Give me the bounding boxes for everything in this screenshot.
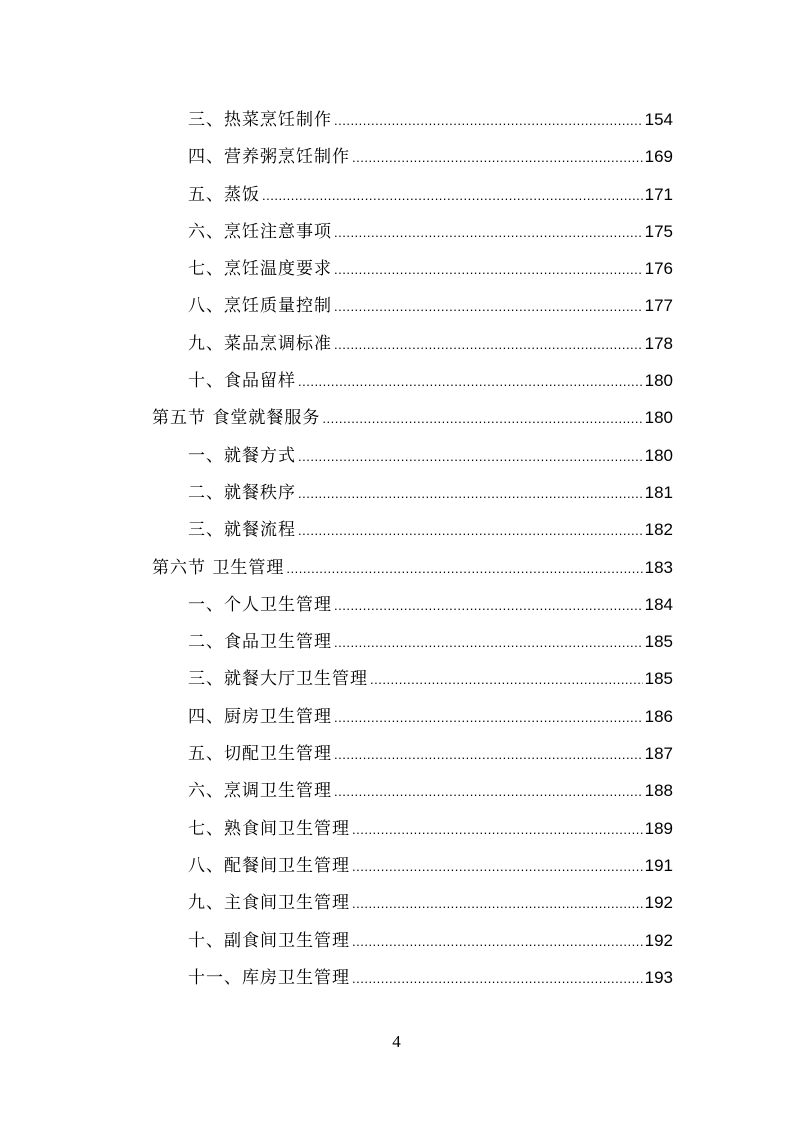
- toc-leader-dots: [352, 139, 643, 176]
- toc-entry[interactable]: [152, 623, 673, 660]
- toc-entry-label: 八、烹饪质量控制: [188, 296, 332, 317]
- toc-entry[interactable]: [152, 735, 673, 772]
- toc-entry-label: 三、就餐流程: [188, 520, 296, 541]
- toc-entry[interactable]: [152, 213, 673, 250]
- page-number: 4: [392, 1032, 401, 1051]
- toc-entry-page: 154: [644, 110, 673, 129]
- toc-entry-page: 188: [644, 781, 673, 801]
- toc-leader-dots: [262, 177, 643, 214]
- toc-entry-page: 169: [644, 147, 673, 167]
- toc-entry[interactable]: [152, 362, 673, 399]
- toc-entry[interactable]: [152, 437, 673, 474]
- toc-entry-label: 二、就餐秩序: [188, 482, 296, 503]
- toc-leader-dots: [352, 923, 643, 960]
- toc-entry-page: 185: [644, 669, 673, 689]
- toc-entry-label: 九、主食间卫生管理: [188, 893, 350, 914]
- toc-entry-page: 187: [644, 744, 673, 764]
- toc-entry-label: 六、烹饪注意事项: [188, 221, 332, 242]
- toc-entry[interactable]: [152, 586, 673, 623]
- toc-entry-page: 191: [644, 855, 673, 875]
- toc-entry-label: 七、烹饪温度要求: [188, 259, 332, 280]
- toc-entry-page: 171: [644, 184, 673, 204]
- toc-leader-dots: [334, 251, 643, 288]
- toc-entry-page: 185: [644, 632, 673, 652]
- toc-section-label: 第六节 卫生管理: [152, 557, 285, 578]
- toc-entry[interactable]: [152, 511, 673, 548]
- toc-leader-dots: [298, 475, 643, 512]
- toc-entry-label: 四、营养粥烹饪制作: [188, 147, 350, 168]
- toc-entry-page: 182: [644, 520, 673, 540]
- toc-entry-page: 180: [644, 445, 673, 465]
- toc-leader-dots: [352, 811, 643, 848]
- toc-leader-dots: [352, 960, 643, 997]
- toc-leader-dots: [322, 400, 642, 437]
- toc-entry-page: 183: [644, 557, 673, 577]
- toc-entry-label: 一、就餐方式: [188, 445, 296, 466]
- toc-entry[interactable]: [152, 772, 673, 809]
- toc-entry-label: 五、切配卫生管理: [188, 744, 332, 765]
- toc-leader-dots: [352, 848, 643, 885]
- toc-entry[interactable]: [152, 959, 673, 996]
- toc-entry-page: 192: [644, 930, 673, 950]
- toc-entry-label: 九、菜品烹调标准: [188, 333, 332, 354]
- table-of-contents: [152, 101, 673, 996]
- toc-entry-label: 三、就餐大厅卫生管理: [188, 669, 368, 690]
- toc-entry-page: 184: [644, 594, 673, 614]
- toc-entry[interactable]: [152, 660, 673, 697]
- toc-section-entry[interactable]: [152, 399, 673, 436]
- toc-entry-page: 192: [644, 893, 673, 913]
- toc-entry-page: 175: [644, 221, 673, 241]
- toc-entry[interactable]: [152, 474, 673, 511]
- toc-leader-dots: [334, 326, 643, 363]
- toc-entry-page: 189: [644, 818, 673, 838]
- toc-leader-dots: [286, 550, 642, 587]
- toc-entry-page: 178: [644, 333, 673, 353]
- toc-entry-page: 180: [644, 408, 673, 428]
- toc-entry-page: 186: [644, 706, 673, 726]
- toc-entry-label: 八、配餐间卫生管理: [188, 855, 350, 876]
- toc-leader-dots: [334, 587, 643, 624]
- toc-entry-page: 177: [644, 296, 673, 316]
- toc-entry-label: 四、厨房卫生管理: [188, 706, 332, 727]
- toc-entry[interactable]: [152, 287, 673, 324]
- toc-leader-dots: [370, 661, 643, 698]
- toc-entry[interactable]: [152, 884, 673, 921]
- toc-entry[interactable]: [152, 847, 673, 884]
- toc-entry-page: 176: [644, 259, 673, 279]
- toc-entry-label: 五、蒸饭: [188, 184, 260, 205]
- toc-entry[interactable]: [152, 810, 673, 847]
- toc-entry-label: 三、热菜烹饪制作: [188, 110, 332, 130]
- toc-entry-page: 180: [644, 371, 673, 391]
- toc-section-entry[interactable]: [152, 549, 673, 586]
- toc-entry[interactable]: [152, 250, 673, 287]
- toc-leader-dots: [334, 699, 643, 736]
- toc-entry[interactable]: [152, 101, 673, 138]
- toc-leader-dots: [298, 363, 643, 400]
- toc-entry-label: 十、副食间卫生管理: [188, 930, 350, 951]
- toc-entry-page: 181: [644, 482, 673, 502]
- toc-leader-dots: [334, 736, 643, 773]
- toc-leader-dots: [334, 214, 643, 251]
- toc-leader-dots: [298, 438, 643, 475]
- toc-entry-page: 193: [644, 967, 673, 987]
- toc-leader-dots: [334, 624, 643, 661]
- toc-entry[interactable]: [152, 922, 673, 959]
- toc-leader-dots: [352, 885, 643, 922]
- toc-entry-label: 一、个人卫生管理: [188, 594, 332, 615]
- toc-entry[interactable]: [152, 698, 673, 735]
- toc-entry-label: 六、烹调卫生管理: [188, 781, 332, 802]
- toc-entry-label: 二、食品卫生管理: [188, 632, 332, 653]
- toc-entry[interactable]: [152, 176, 673, 213]
- toc-leader-dots: [334, 102, 643, 139]
- toc-leader-dots: [334, 773, 643, 810]
- toc-entry-label: 十一、库房卫生管理: [188, 967, 350, 988]
- toc-entry-label: 七、熟食间卫生管理: [188, 818, 350, 839]
- toc-entry-label: 十、食品留样: [188, 371, 296, 392]
- toc-section-label: 第五节 食堂就餐服务: [152, 408, 321, 429]
- toc-leader-dots: [334, 288, 643, 325]
- toc-entry[interactable]: [152, 138, 673, 175]
- toc-entry[interactable]: [152, 325, 673, 362]
- toc-leader-dots: [298, 512, 643, 549]
